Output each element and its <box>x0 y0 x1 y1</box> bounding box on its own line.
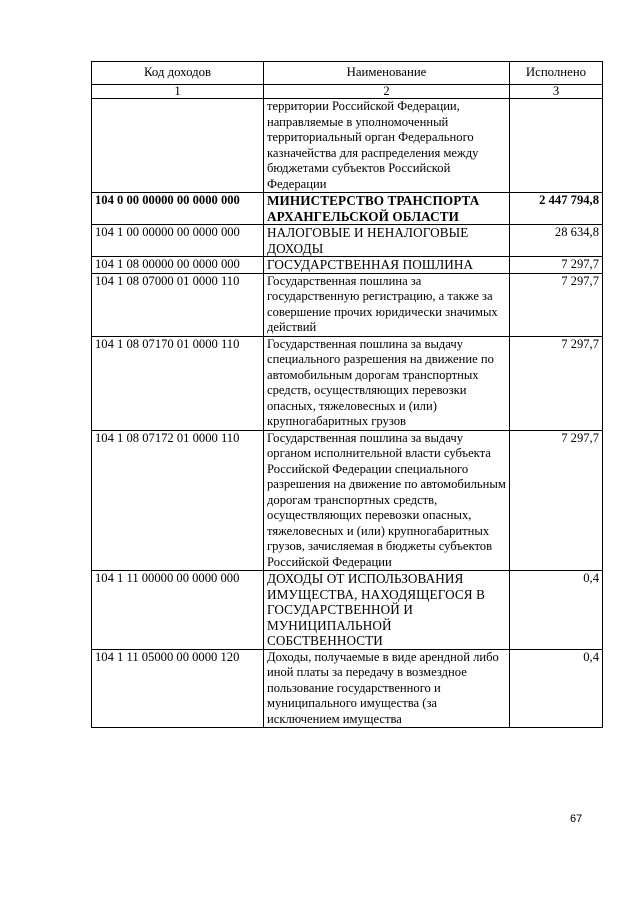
page-number: 67 <box>570 813 583 825</box>
row-code <box>92 99 264 193</box>
row-name: Доходы, получаемые в виде арендной либо иной платы за передачу в возмездное пользование государственного и муниципального имущества (за исключением имущества <box>264 649 510 728</box>
table-row <box>92 257 603 274</box>
row-name: территории Российской Федерации, направляемые в уполномоченный территориальный орган Федерального казначейства для распределения между бюджетами субъектов Российской Федерации <box>264 99 510 193</box>
row-name: Государственная пошлина за государственную регистрацию, а также за совершение прочих юридически значимых действий <box>264 273 510 336</box>
row-value: 0,4 <box>510 571 603 650</box>
row-name: Государственная пошлина за выдачу органом исполнительной власти субъекта Российской Федерации специального разрешения на движение по автомобильным дорогам транспортных средств, осуществляющих перевозки опасных, тяжеловесных и (или) крупногабаритных грузов, зачисляемая в бюджеты субъектов Российской Федерации <box>264 430 510 571</box>
table-header-row <box>92 62 603 85</box>
row-value: 7 297,7 <box>510 273 603 336</box>
row-code: 104 1 08 07170 01 0000 110 <box>92 336 264 430</box>
column-number-2: 2 <box>264 85 510 99</box>
column-number-1: 1 <box>92 85 264 99</box>
revenue-table <box>91 61 603 728</box>
table-row <box>92 430 603 571</box>
row-value: 0,4 <box>510 649 603 728</box>
row-value: 28 634,8 <box>510 225 603 257</box>
row-code: 104 1 08 07000 01 0000 110 <box>92 273 264 336</box>
table-row <box>92 336 603 430</box>
row-name: ДОХОДЫ ОТ ИСПОЛЬЗОВАНИЯ ИМУЩЕСТВА, НАХОДЯЩЕГОСЯ В ГОСУДАРСТВЕННОЙ И МУНИЦИПАЛЬНОЙ СОБСТВЕННОСТИ <box>264 571 510 650</box>
row-value <box>510 99 603 193</box>
row-name: Государственная пошлина за выдачу специального разрешения на движение по автомобильным дорогам транспортных средств, осуществляющих перевозки опасных, тяжеловесных и (или) крупногабаритных грузов <box>264 336 510 430</box>
column-number-row <box>92 85 603 99</box>
table-row <box>92 225 603 257</box>
header-executed: Исполнено <box>510 62 603 85</box>
row-name: ГОСУДАРСТВЕННАЯ ПОШЛИНА <box>264 257 510 274</box>
table-row <box>92 273 603 336</box>
row-code: 104 1 00 00000 00 0000 000 <box>92 225 264 257</box>
table-row <box>92 193 603 225</box>
column-number-3: 3 <box>510 85 603 99</box>
header-name: Наименование <box>264 62 510 85</box>
row-name: НАЛОГОВЫЕ И НЕНАЛОГОВЫЕ ДОХОДЫ <box>264 225 510 257</box>
row-name: МИНИСТЕРСТВО ТРАНСПОРТА АРХАНГЕЛЬСКОЙ ОБЛАСТИ <box>264 193 510 225</box>
row-value: 7 297,7 <box>510 336 603 430</box>
row-code: 104 1 11 00000 00 0000 000 <box>92 571 264 650</box>
row-code: 104 0 00 00000 00 0000 000 <box>92 193 264 225</box>
table-row <box>92 571 603 650</box>
row-code: 104 1 08 07172 01 0000 110 <box>92 430 264 571</box>
row-value: 2 447 794,8 <box>510 193 603 225</box>
row-value: 7 297,7 <box>510 430 603 571</box>
table-row <box>92 649 603 728</box>
table-row <box>92 99 603 193</box>
header-code: Код доходов <box>92 62 264 85</box>
row-value: 7 297,7 <box>510 257 603 274</box>
row-code: 104 1 11 05000 00 0000 120 <box>92 649 264 728</box>
row-code: 104 1 08 00000 00 0000 000 <box>92 257 264 274</box>
